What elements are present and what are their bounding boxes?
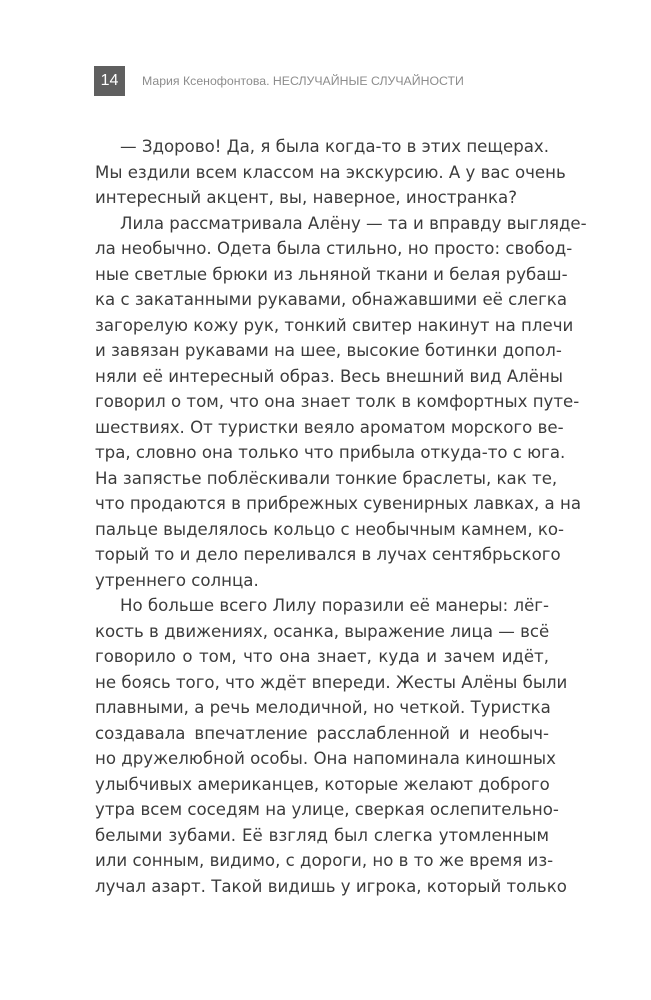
text-line: утра всем соседям на улице, сверкая ослепительно- — [95, 800, 559, 819]
text-line: создавала впечатление расслабленной и необыч- — [95, 723, 549, 743]
body-text — [95, 134, 587, 899]
text-line: Но больше всего Лилу поразили её манеры: лёг- — [120, 596, 549, 615]
text-line: белыми зубами. Её взгляд был слегка утомленным — [95, 825, 549, 845]
text-line: улыбчивых американцев, которые желают доброго — [95, 774, 550, 794]
paragraph — [95, 134, 566, 211]
text-line: плавными, а речь мелодичной, но четкой. Туристка — [95, 698, 551, 717]
running-head — [94, 66, 464, 96]
text-line: или сонным, видимо, с дороги, но в то же время из- — [95, 851, 554, 870]
text-line: говорило о том, что она знает, куда и зачем идёт, — [95, 647, 549, 666]
text-line: Лила рассматривала Алёну — та и вправду выгляде- — [120, 213, 587, 233]
text-line: — Здорово! Да, я была когда-то в этих пещерах. — [120, 137, 550, 156]
text-line: интересный акцент, вы, наверное, иностранка? — [95, 188, 517, 207]
text-line: ка с закатанными рукавами, обнажавшими её слегка — [95, 290, 567, 309]
text-line: няли её интересный образ. Весь внешний вид Алёны — [95, 366, 563, 386]
text-line: шествиях. От туристки веяло ароматом морского ве- — [95, 417, 564, 437]
text-line: но дружелюбной особы. Она напоминала киношных — [95, 749, 556, 768]
text-line: кость в движениях, осанка, выражение лица — всё — [95, 621, 550, 641]
paragraph — [95, 211, 587, 594]
text-line: и завязан рукавами на шее, высокие ботинки допол- — [95, 341, 562, 360]
text-line: загорелую кожу рук, тонкий свитер накинут на плечи — [95, 315, 574, 335]
text-line: Мы ездили всем классом на экскурсию. А у вас очень — [95, 162, 566, 182]
text-line: ла необычно. Одета была стильно, но просто: свобод- — [95, 239, 573, 258]
running-head-title: Мария Ксенофонтова. НЕСЛУЧАЙНЫЕ СЛУЧАЙНОСТИ — [142, 74, 464, 88]
text-line: говорил о том, что она знает толк в комфортных путе- — [95, 392, 580, 411]
text-line: утреннего солнца. — [95, 570, 259, 590]
text-line: не боясь того, что ждёт впереди. Жесты Алёны были — [95, 672, 568, 692]
text-line: торый то и дело переливался в лучах сентябрьского — [95, 545, 561, 564]
text-line: ные светлые брюки из льняной ткани и белая рубаш- — [95, 264, 568, 284]
text-line: лучал азарт. Такой видишь у игрока, который только — [95, 876, 567, 896]
page-number-badge: 14 — [94, 66, 125, 96]
paragraph — [95, 593, 568, 899]
text-line: пальце выделялось кольцо с необычным камнем, ко- — [95, 519, 565, 539]
text-line: На запястье поблёскивали тонкие браслеты, как те, — [95, 468, 558, 488]
text-line: что продаются в прибрежных сувенирных лавках, а на — [95, 494, 581, 513]
text-line: тра, словно она только что прибыла откуда-то с юга. — [95, 443, 566, 462]
